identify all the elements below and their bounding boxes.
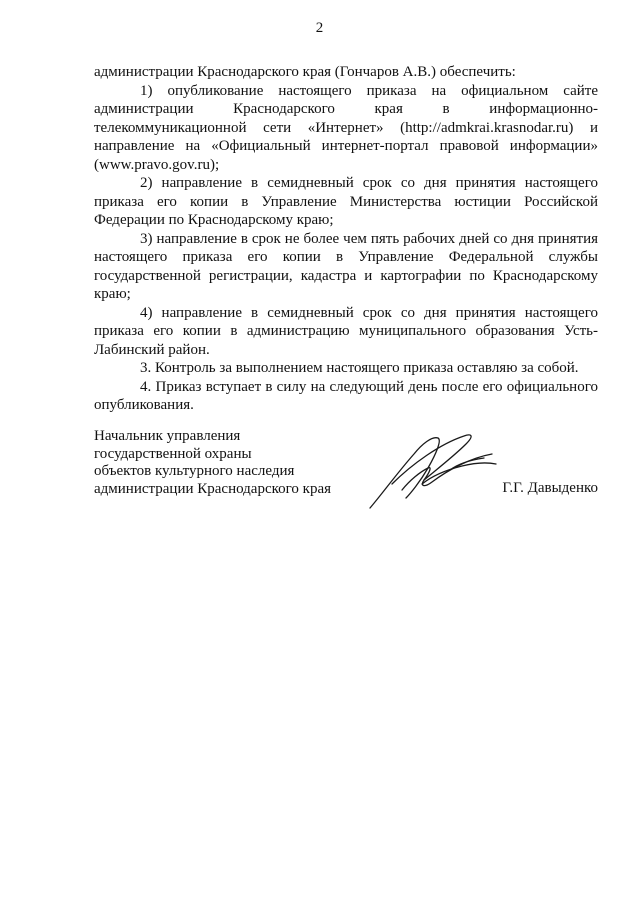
signatory-title-line: Начальник управления xyxy=(94,428,241,444)
paragraph-clause-3: 3. Контроль за выполнением настоящего приказа оставляю за собой. xyxy=(140,360,579,376)
signature-block xyxy=(94,428,598,518)
paragraph-intro: администрации Краснодарского края (Гончаров А.В.) обеспечить: xyxy=(94,64,516,80)
signatory-name: Г.Г. Давыденко xyxy=(502,480,598,496)
signatory-title-line: государственной охраны xyxy=(94,445,252,462)
paragraph-item-4: 4) направление в семидневный срок со дня принятия настоящего приказа его копии в администрацию муниципального образования Усть-Лабинский район. xyxy=(94,304,598,358)
paragraph-item-3: 3) направление в срок не более чем пять рабочих дней со дня принятия настоящего приказа его копии в Управление Федеральной службы государственной регистрации, кадастра и картографии по Краснодарскому краю; xyxy=(94,230,598,302)
signatory-title-line: объектов культурного наследия xyxy=(94,463,295,479)
document-body xyxy=(94,63,598,415)
handwritten-signature-icon xyxy=(362,424,502,512)
paragraph-item-1: 1) опубликование настоящего приказа на официальном сайте администрации Краснодарского края в информационно-телекоммуникационной сети «Интернет» (http://admkrai.krasnodar.ru) и направление на «Официальный интернет-портал правовой информации» (www.pravo.gov.ru); xyxy=(94,82,598,173)
page-number: 2 xyxy=(315,20,324,36)
paragraph-clause-4: 4. Приказ вступает в силу на следующий день после его официального опубликования. xyxy=(94,378,598,413)
signatory-title-line: администрации Краснодарского края xyxy=(94,480,332,497)
paragraph-item-2: 2) направление в семидневный срок со дня принятия настоящего приказа его копии в Управление Министерства юстиции Российской Федерации по Краснодарскому краю; xyxy=(94,175,598,228)
signatory-title xyxy=(94,428,331,498)
